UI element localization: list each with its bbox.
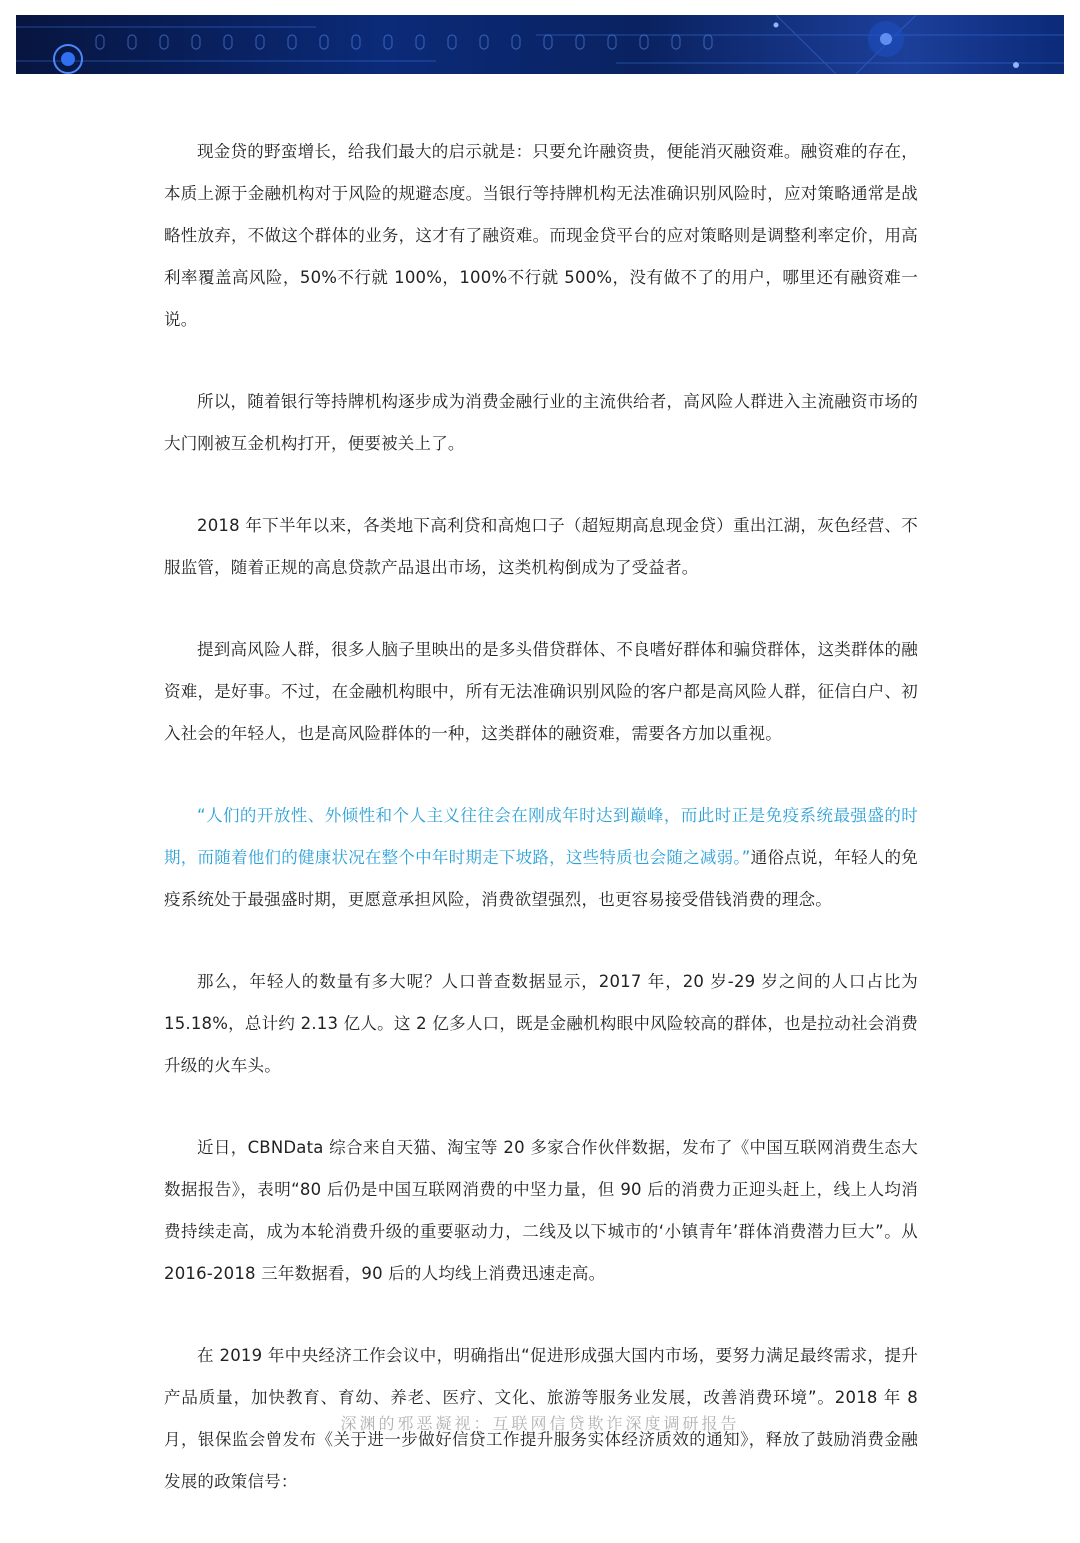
circuit-tech-banner-icon	[16, 15, 1064, 74]
paragraph-1: 现金贷的野蛮增长，给我们最大的启示就是：只要允许融资贵，便能消灭融资难。融资难的存在，本质上源于金融机构对于风险的规避态度。当银行等持牌机构无法准确识别风险时，应对策略通常是战略性放弃，不做这个群体的业务，这才有了融资难。而现金贷平台的应对策略则是调整利率定价，用高利率覆盖高风险，50%不行就 100%，100%不行就 500%，没有做不了的用户，哪里还有融资难一说。	[164, 142, 918, 329]
paragraph-7: 在 2019 年中央经济工作会议中，明确指出“促进形成强大国内市场，要努力满足最终需求，提升产品质量，加快教育、育幼、养老、医疗、文化、旅游等服务业发展，改善消费环境”。2018 年 8 月，银保监会曾发布《关于进一步做好信贷工作提升服务实体经济质效的通知》，释放了鼓励消费金融发展的政策信号：	[164, 1346, 918, 1491]
paragraph-3: 2018 年下半年以来，各类地下高利贷和高炮口子（超短期高息现金贷）重出江湖，灰色经营、不服监管，随着正规的高息贷款产品退出市场，这类机构倒成为了受益者。	[164, 516, 918, 577]
highlighted-quote: “人们的开放性、外倾性和个人主义往往会在刚成年时达到巅峰，而此时正是免疫系统最强盛的时期，而随着他们的健康状况在整个中年时期走下坡路，这些特质也会随之减弱。”	[164, 806, 918, 867]
article-body	[164, 131, 918, 1543]
report-footer-title: 深渊的邪恶凝视：互联网信贷欺诈深度调研报告	[340, 1414, 740, 1433]
quote-paragraph	[164, 795, 918, 921]
paragraph-4: 提到高风险人群，很多人脑子里映出的是多头借贷群体、不良嗜好群体和骗贷群体，这类群体的融资难，是好事。不过，在金融机构眼中，所有无法准确识别风险的客户都是高风险人群，征信白户、初入社会的年轻人，也是高风险群体的一种，这类群体的融资难，需要各方加以重视。	[164, 640, 918, 743]
quote-commentary: 通俗点说，年轻人的免疫系统处于最强盛时期，更愿意承担风险，消费欲望强烈，也更容易接受借钱消费的理念。	[164, 848, 919, 909]
paragraph-6: 近日，CBNData 综合来自天猫、淘宝等 20 多家合作伙伴数据，发布了《中国互联网消费生态大数据报告》，表明“80 后仍是中国互联网消费的中坚力量，但 90 后的消费力正迎头赶上，线上人均消费持续走高，成为本轮消费升级的重要驱动力，二线及以下城市的‘小镇青年’群体消费潜力巨大”。从 2016-2018 三年数据看，90 后的人均线上消费迅速走高。	[164, 1138, 918, 1283]
paragraph-5: 那么，年轻人的数量有多大呢？人口普查数据显示，2017 年，20 岁-29 岁之间的人口占比为 15.18%，总计约 2.13 亿人。这 2 亿多人口，既是金融机构眼中风险较高的群体，也是拉动社会消费升级的火车头。	[164, 972, 918, 1075]
paragraph-2: 所以，随着银行等持牌机构逐步成为消费金融行业的主流供给者，高风险人群进入主流融资市场的大门刚被互金机构打开，便要被关上了。	[164, 392, 918, 453]
header-banner	[16, 15, 1064, 74]
